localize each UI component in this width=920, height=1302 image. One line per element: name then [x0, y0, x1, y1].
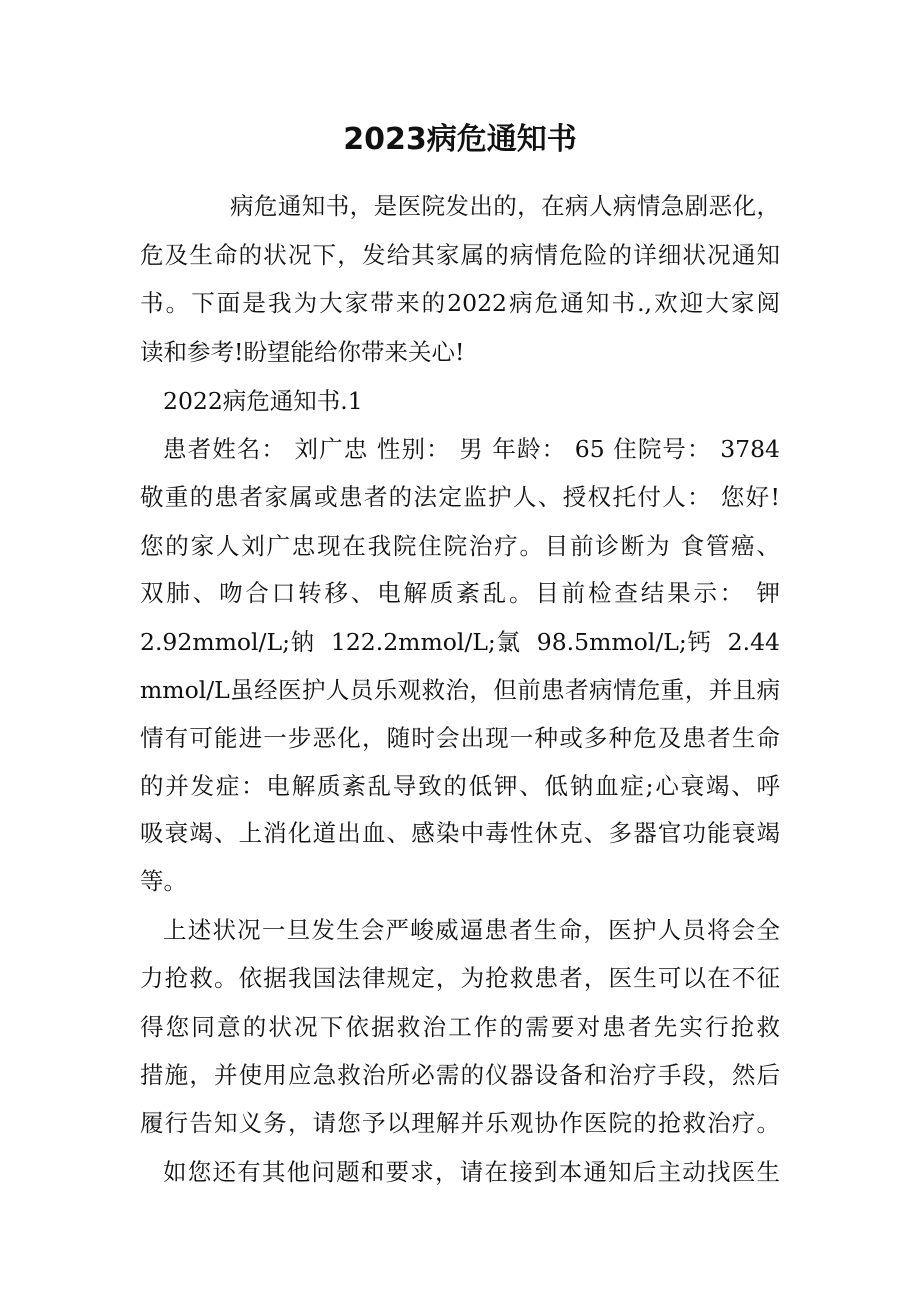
paragraph-line: 危及生命的状况下，发给其家属的病情危险的详细状况通知	[140, 241, 780, 269]
paragraph-line: 读和参考!盼望能给你带来关心!	[140, 338, 465, 366]
paragraph-line: 情有可能进一步恶化，随时会出现一种或多种危及患者生命	[140, 724, 780, 752]
paragraph-line: mmol/L虽经医护人员乐观救治，但前患者病情危重，并且病	[140, 676, 780, 704]
paragraph-line: 书。下面是我为大家带来的2022病危通知书.,欢迎大家阅	[140, 289, 780, 317]
lab-results-line: 2.92mmol/L;钠 122.2mmol/L;氯 98.5mmol/L;钙 2.44	[140, 628, 780, 656]
paragraph-line: 上述状况一旦发生会严峻威逼患者生命，医护人员将会全	[163, 916, 780, 944]
section-heading: 2022病危通知书.1	[163, 387, 363, 415]
paragraph-line: 双肺、吻合口转移、电解质紊乱。目前检查结果示： 钾	[140, 579, 780, 607]
paragraph-line: 吸衰竭、上消化道出血、感染中毒性休克、多器官功能衰竭	[140, 819, 780, 847]
paragraph-line: 措施，并使用应急救治所必需的仪器设备和治疗手段，然后	[140, 1061, 780, 1089]
paragraph-line: 等。	[140, 867, 187, 895]
paragraph-line: 力抢救。依据我国法律规定，为抢救患者，医生可以在不征	[140, 964, 780, 992]
document-title: 2023病危通知书	[343, 122, 577, 157]
paragraph-line: 您的家人刘广忠现在我院住院治疗。目前诊断为 食管癌、	[140, 532, 780, 560]
paragraph-line: 敬重的患者家属或患者的法定监护人、授权托付人： 您好!	[140, 483, 780, 511]
paragraph-line: 履行告知义务，请您予以理解并乐观协作医院的抢救治疗。	[140, 1109, 780, 1137]
paragraph-line: 得您同意的状况下依据救治工作的需要对患者先实行抢救	[140, 1013, 780, 1041]
paragraph-line: 如您还有其他问题和要求，请在接到本通知后主动找医生	[163, 1158, 780, 1186]
paragraph-line: 的并发症：电解质紊乱导致的低钾、低钠血症;心衰竭、呼	[140, 772, 780, 800]
patient-info-line: 患者姓名： 刘广忠 性别： 男 年龄： 65 住院号： 3784	[163, 435, 780, 463]
paragraph-line: 病危通知书，是医院发出的，在病人病情急剧恶化，	[230, 192, 780, 220]
